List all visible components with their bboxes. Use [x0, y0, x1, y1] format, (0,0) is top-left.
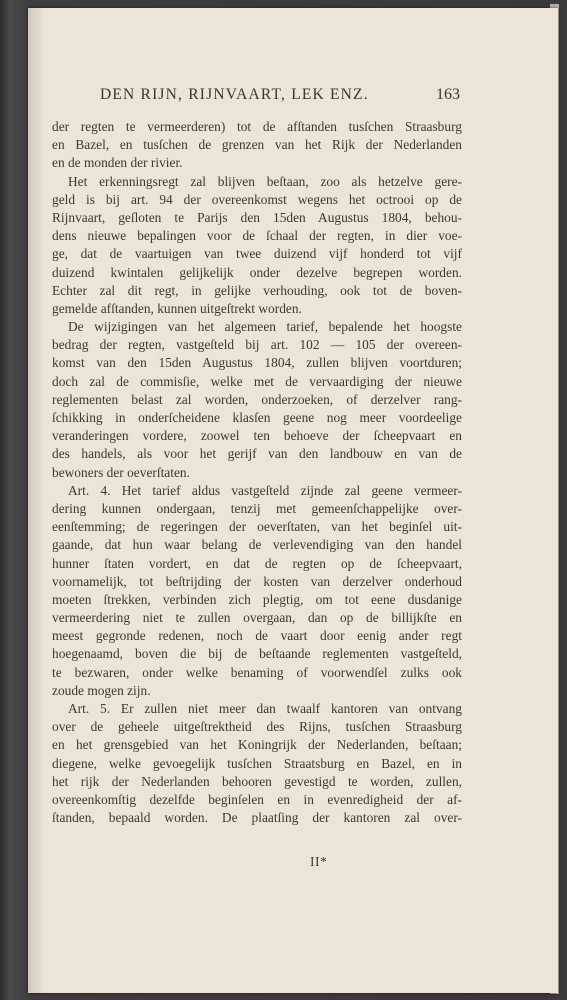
text-line: ſtanden, bepaald worden. De plaatſing der kantoren zal over- [52, 810, 462, 826]
text-line: hoegenaamd, boven die bij de beſtaande reglementen vastgeſteld, [52, 646, 462, 662]
text-line: voornamelijk, tot beſtrijding der kosten van derzelver onderhoud [52, 573, 462, 589]
text-line: gemelde afſtanden, kunnen uitgeſtrekt worden. [52, 300, 302, 316]
text-line: over de geheele uitgeſtrektheid des Rijns, tusſchen Straasburg [52, 719, 462, 735]
text-line: het rijk der Nederlanden behooren gevestigd te worden, zullen, [52, 773, 462, 789]
text-line: zoude mogen zijn. [52, 682, 151, 698]
text-line: doch zal de commisſie, welke met de vervaardiging der nieuwe [52, 373, 462, 389]
text-line: veranderingen vordere, zoowel ten behoeve der ſcheepvaart en [52, 428, 462, 444]
body-text [52, 118, 462, 827]
text-line: Echter zal dit regt, in gelijke verhouding, ook tot de boven- [52, 282, 462, 298]
text-line: des handels, als voor het gerijf van den landbouw en van de [52, 446, 462, 462]
text-line: ſchikking in onderſcheidene klasſen geene nog meer voordeelige [52, 410, 462, 425]
text-line: Art. 4. Het tarief aldus vastgeſteld zijnde zal geene vermeer- [68, 482, 462, 498]
text-line: ge, dat de vaartuigen van twee duizend vijf honderd tot vijf [52, 246, 462, 262]
text-line: moeten ſtrekken, verbinden zich plegtig, om tot eene dusdanige [52, 591, 462, 607]
text-line: dens nieuwe bepalingen voor de ſchaal der regten, in dier voe- [52, 228, 462, 244]
text-line: en Bazel, en tusſchen de grenzen van het Rijk der Nederlanden [52, 137, 462, 153]
running-title: DEN RIJN, RIJNVAART, LEK ENZ. [100, 86, 369, 103]
text-line: De wijzigingen van het algemeen tarief, bepalende het hoogste [68, 319, 462, 335]
text-line: hunner ſtaten vordert, en dat de regten op de ſcheepvaart, [52, 555, 462, 571]
text-line: bewoners der oeverſtaten. [52, 464, 190, 480]
text-line: duizend kwintalen gelijkelijk onder dezelve begrepen worden. [52, 264, 462, 280]
text-line: te bezwaren, onder welke benaming of voorwendſel zulks ook [52, 664, 462, 680]
page-number: 163 [436, 86, 460, 103]
text-line: eenſtemming; de regeringen der oeverſtaten, van het beginſel uit- [52, 519, 462, 535]
text-line: diegene, welke gevoegelijk tusſchen Straatsburg en Bazel, en in [52, 755, 462, 771]
text-line: bedrag der regten, vastgeſteld bij art. 102 — 105 der overeen- [52, 337, 462, 353]
text-line: reglementen belast zal worden, onderzoeken, of derzelver rang- [52, 391, 462, 407]
text-line: gaande, dat hun waar belang de verlevendiging van den handel [52, 537, 462, 553]
text-line: geld is bij art. 94 der overeenkomst wegens het octrooi op de [52, 191, 462, 207]
text-line: dering kunnen ondergaan, tenzij met gemeenſchappelijke over- [52, 500, 462, 516]
text-line: en het grensgebied van het Koningrijk der Nederlanden, beſtaan; [52, 737, 462, 753]
page-header [100, 86, 460, 110]
text-line: Het erkenningsregt zal blijven beſtaan, zoo als hetzelve gere- [68, 173, 462, 189]
text-line: vermeerdering niet te zullen overgaan, dan op de billijkſte en [52, 610, 462, 626]
signature-mark: II* [310, 854, 328, 869]
text-line: Rijnvaart, geſloten te Parijs den 15den Augustus 1804, behou- [52, 209, 462, 225]
text-line: overeenkomſtig dezelfde beginſelen en in evenredigheid der af- [52, 791, 462, 807]
text-line: meest gegronde redenen, noch de vaart door eenig ander regt [52, 628, 462, 644]
text-line: komst van den 15den Augustus 1804, zullen blijven voortduren; [52, 355, 462, 371]
text-line: en de monden der rivier. [52, 155, 183, 171]
text-line: Art. 5. Er zullen niet meer dan twaalf kantoren van ontvang [68, 701, 462, 716]
text-line: der regten te vermeerderen) tot de afſtanden tusſchen Straasburg [52, 119, 462, 134]
